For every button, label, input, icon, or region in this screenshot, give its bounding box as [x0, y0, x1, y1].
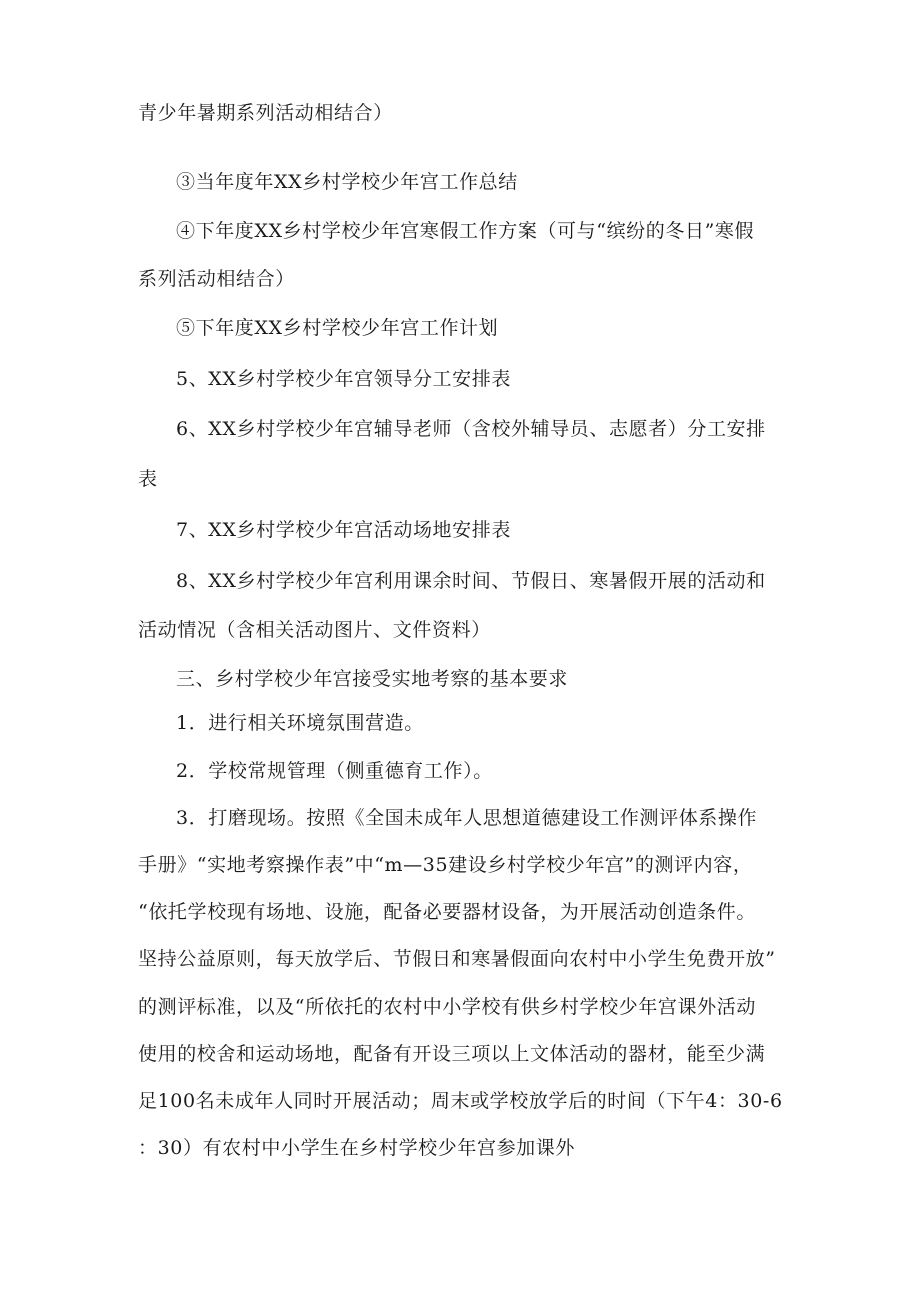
- text-line: 使用的校舍和运动场地，配备有开设三项以上文体活动的器材，能至少满: [138, 1043, 766, 1065]
- text-line: ⑤下年度XX乡村学校少年宫工作计划: [176, 317, 499, 339]
- text-line: 2．学校常规管理（侧重德育工作）。: [176, 760, 493, 782]
- text-line: 足100名未成年人同时开展活动；周末或学校放学后的时间（下午4：30-6: [138, 1090, 783, 1112]
- text-line: 青少年暑期系列活动相结合）: [138, 102, 393, 124]
- text-line: ：30）有农村中小学生在乡村学校少年宫参加课外: [138, 1137, 575, 1159]
- text-line: 3．打磨现场。按照《全国未成年人思想道德建设工作测评体系操作: [176, 807, 758, 829]
- section-heading: 三、乡村学校少年宫接受实地考察的基本要求: [176, 668, 569, 690]
- text-line: ④下年度XX乡村学校少年宫寒假工作方案（可与“缤纷的冬日”寒假: [176, 220, 755, 242]
- text-line: 坚持公益原则，每天放学后、节假日和寒暑假面向农村中小学生免费开放”: [138, 948, 776, 970]
- text-line: 6、XX乡村学校少年宫辅导老师（含校外辅导员、志愿者）分工安排: [176, 418, 766, 440]
- text-line: “依托学校现有场地、设施，配备必要器材设备，为开展活动创造条件。: [138, 901, 756, 923]
- text-line: 表: [138, 468, 158, 490]
- text-line: 手册》“实地考察操作表”中“m—35建设乡村学校少年宫”的测评内容，: [138, 854, 753, 876]
- text-line: 5、XX乡村学校少年宫领导分工安排表: [176, 368, 511, 390]
- text-line: 系列活动相结合）: [138, 268, 295, 290]
- text-line: 7、XX乡村学校少年宫活动场地安排表: [176, 519, 511, 541]
- text-line: 1．进行相关环境氛围营造。: [176, 712, 424, 734]
- text-line: 的测评标准，以及“所依托的农村中小学校有供乡村学校少年宫课外活动: [138, 996, 756, 1018]
- text-line: ③当年度年XX乡村学校少年宫工作总结: [176, 171, 518, 193]
- text-line: 8、XX乡村学校少年宫利用课余时间、节假日、寒暑假开展的活动和: [176, 570, 766, 592]
- text-line: 活动情况（含相关活动图片、文件资料）: [138, 619, 491, 641]
